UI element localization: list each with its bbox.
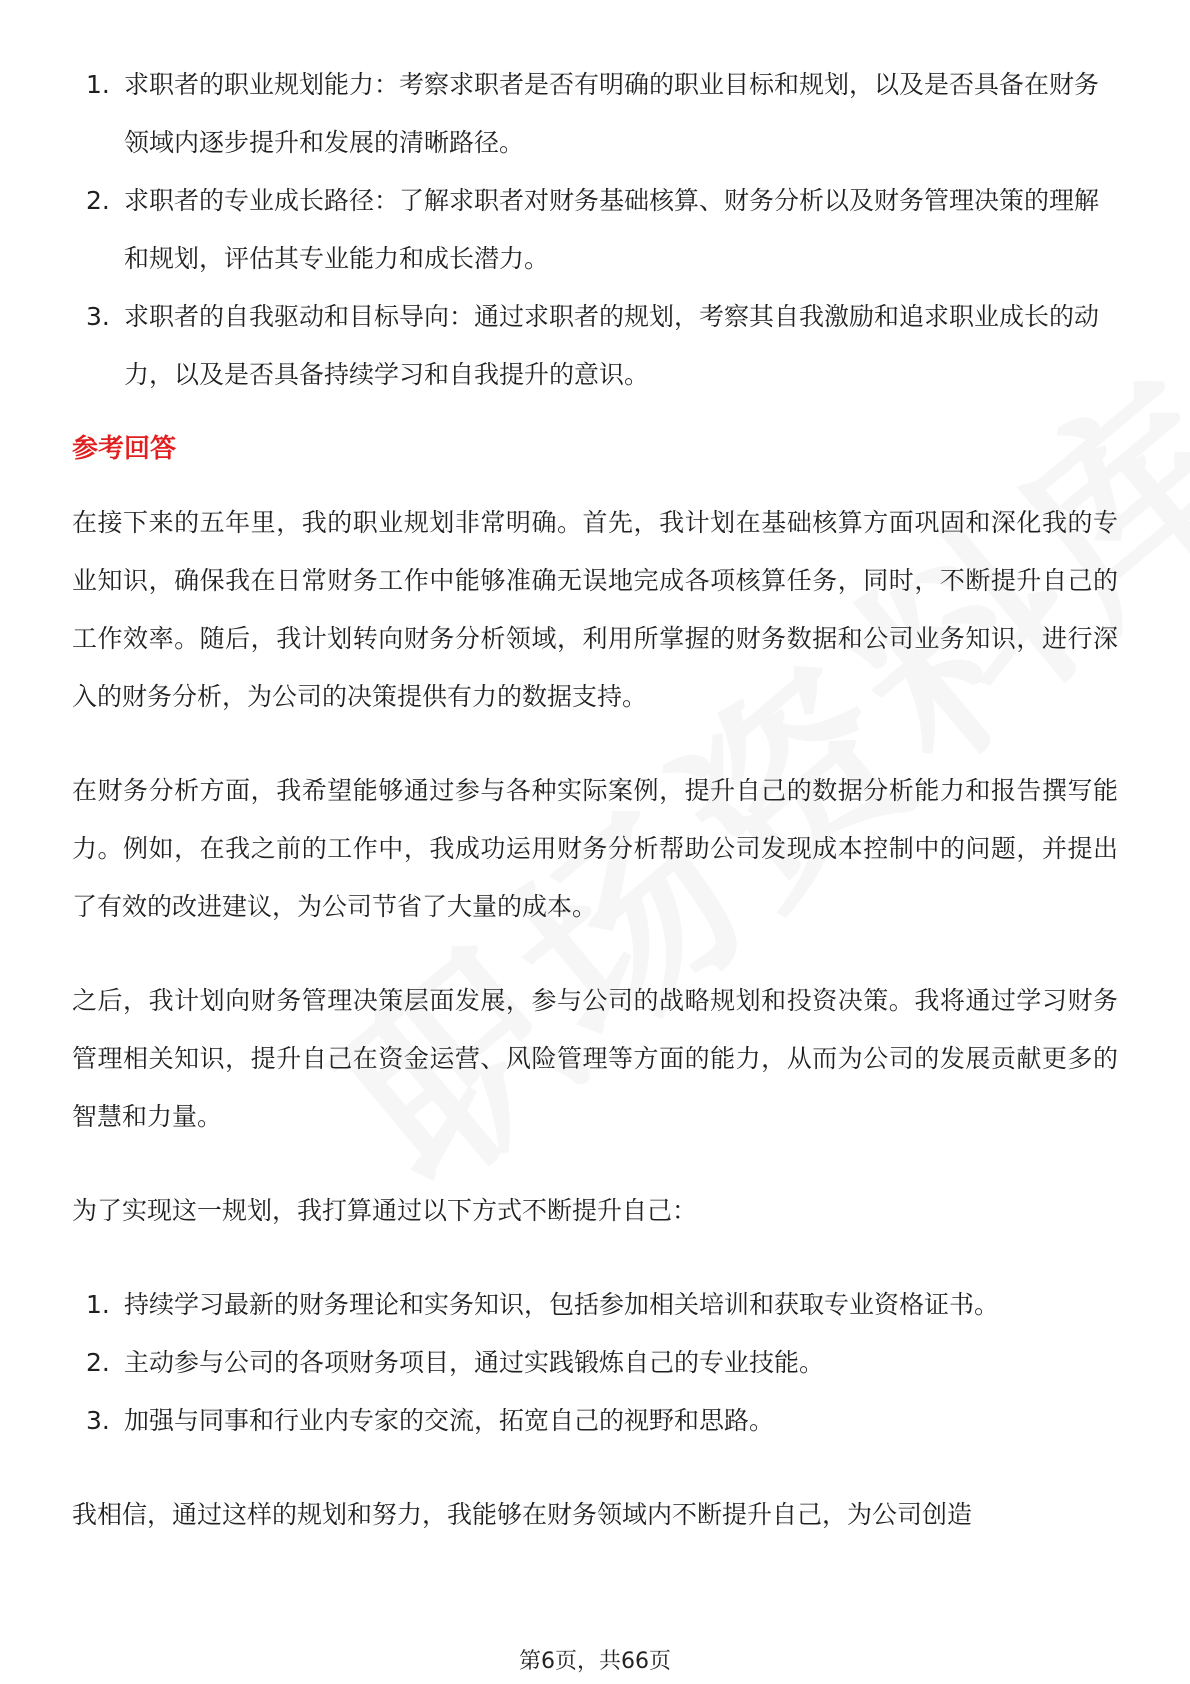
list-item-text: 加强与同事和行业内专家的交流，拓宽自己的视野和思路。 [124, 1406, 775, 1435]
list-item [72, 172, 1118, 288]
improvement-methods-list [72, 1276, 1118, 1450]
list-item [72, 56, 1118, 172]
list-item-number: 1. [86, 70, 110, 99]
list-item-text: 求职者的职业规划能力：考察求职者是否有明确的职业目标和规划，以及是否具备在财务领域内逐步提升和发展的清晰路径。 [124, 70, 1100, 157]
list-item [72, 1392, 1118, 1450]
list-item-text: 求职者的专业成长路径：了解求职者对财务基础核算、财务分析以及财务管理决策的理解和规划，评估其专业能力和成长潜力。 [124, 186, 1100, 273]
evaluation-points-list [72, 56, 1118, 404]
closing-paragraph: 我相信，通过这样的规划和努力，我能够在财务领域内不断提升自己，为公司创造 [72, 1500, 973, 1529]
paragraph: 在接下来的五年里，我的职业规划非常明确。首先，我计划在基础核算方面巩固和深化我的专业知识，确保我在日常财务工作中能够准确无误地完成各项核算任务，同时，不断提升自己的工作效率。随后，我计划转向财务分析领域，利用所掌握的财务数据和公司业务知识，进行深入的财务分析，为公司的决策提供有力的数据支持。 [72, 508, 1118, 711]
list-item-number: 1. [86, 1290, 110, 1319]
list-item-text: 持续学习最新的财务理论和实务知识，包括参加相关培训和获取专业资格证书。 [124, 1290, 1000, 1319]
list-item [72, 1276, 1118, 1334]
paragraph: 在财务分析方面，我希望能够通过参与各种实际案例，提升自己的数据分析能力和报告撰写能力。例如，在我之前的工作中，我成功运用财务分析帮助公司发现成本控制中的问题，并提出了有效的改进建议，为公司节省了大量的成本。 [72, 776, 1118, 921]
list-item [72, 288, 1118, 404]
list-item-number: 2. [86, 186, 110, 215]
list-item-number: 3. [86, 1406, 110, 1435]
list-item-number: 3. [86, 302, 110, 331]
list-item-number: 2. [86, 1348, 110, 1377]
paragraph: 为了实现这一规划，我打算通过以下方式不断提升自己： [72, 1196, 698, 1225]
page-number-footer: 第6页，共66页 [519, 1649, 671, 1674]
paragraph: 之后，我计划向财务管理决策层面发展，参与公司的战略规划和投资决策。我将通过学习财务管理相关知识，提升自己在资金运营、风险管理等方面的能力，从而为公司的发展贡献更多的智慧和力量。 [72, 986, 1118, 1131]
list-item-text: 求职者的自我驱动和目标导向：通过求职者的规划，考察其自我激励和追求职业成长的动力，以及是否具备持续学习和自我提升的意识。 [124, 302, 1100, 389]
list-item-text: 主动参与公司的各项财务项目，通过实践锻炼自己的专业技能。 [124, 1348, 825, 1377]
list-item [72, 1334, 1118, 1392]
page-content [72, 56, 1118, 1544]
section-heading: 参考回答 [72, 434, 177, 464]
